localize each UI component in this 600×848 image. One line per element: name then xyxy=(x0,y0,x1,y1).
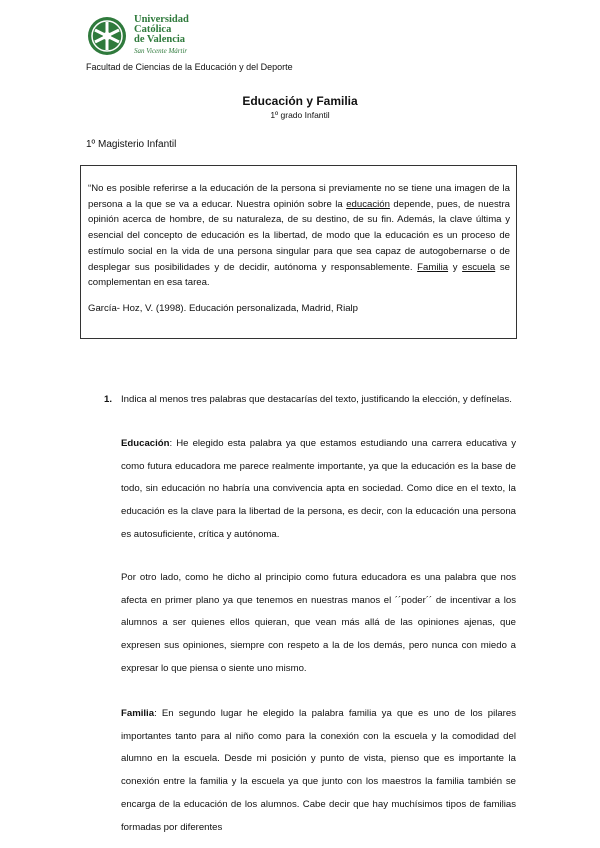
logo-line-2: Católica xyxy=(134,24,172,35)
quote-part-2: depende, pues, de nuestra opinión acerca de hombre, de su naturaleza, de su destino, de su fin. Además, la clave última y esencial del concepto de educación es la libertad, de modo que la educación es un proceso de estímulo social en la vida de una persona singular para que sea capaz de autogobernarse o de desplegar sus posibilidades y de decidir, autónoma y responsablemente. xyxy=(88,198,510,273)
question-text: Indica al menos tres palabras que destacarías del texto, justificando la elección, y defínelas. xyxy=(121,394,512,405)
university-logo xyxy=(84,15,189,56)
answer-educacion-text: : He elegido esta palabra ya que estamos estudiando una carrera educativa y como futura educadora me parece realmente importante, ya que la educación es la base de todo, sin educación no habría una convivencia apta en sociedad. Como dice en el texto, la educación es la clave para la libertad de la persona, es decir, con la educación una persona es autosuficiente, crítica y autónoma. xyxy=(121,438,516,540)
page-subtitle: 1º grado Infantil xyxy=(270,110,330,120)
quote-part-1: “No es posible referirse a la educación de la persona si previamente no se tiene una imagen de la persona a la que se va a educar. Nuestra opinión sobre la xyxy=(88,183,510,210)
quote-word-educacion: educación xyxy=(346,198,390,210)
logo-text xyxy=(134,15,189,56)
answer-familia xyxy=(121,703,516,839)
quote-box xyxy=(80,165,517,339)
question-1 xyxy=(104,389,516,412)
quote-citation: García- Hoz, V. (1998). Educación personalizada, Madrid, Rialp xyxy=(88,302,359,314)
answer-familia-label: Familia xyxy=(121,708,155,719)
faculty-name: Facultad de Ciencias de la Educación y del Deporte xyxy=(86,62,293,72)
course-label: 1º Magisterio Infantil xyxy=(86,139,177,150)
answer-educacion-label: Educación xyxy=(121,438,170,449)
logo-line-3: de Valencia xyxy=(134,34,186,45)
page-title: Educación y Familia xyxy=(242,94,358,108)
logo-line-1: Universidad xyxy=(134,14,189,25)
quote-part-4: se complementan en esa tarea. xyxy=(88,261,510,289)
quote-word-escuela: escuela xyxy=(462,261,496,273)
question-number: 1. xyxy=(104,394,113,405)
answer-educacion-paragraph-2: Por otro lado, como he dicho al principio como futura educadora es una palabra que nos afecta en primer plano ya que tenemos en nuestras manos el ´´poder´´ de incentivar a los alumnos a ser quienes ellos quieran, que vean más allá de las opiniones ajenas, que expresen sus opiniones, siempre con respeto a la de los demás, pero nunca con miedo a expresar lo que piensa o siente uno mismo. xyxy=(121,572,516,674)
quote-word-familia: Familia xyxy=(417,261,449,273)
answer-educacion xyxy=(121,433,516,547)
quote-part-3: y xyxy=(448,261,463,273)
cross-emblem-icon xyxy=(84,16,130,56)
answer-familia-text: : En segundo lugar he elegido la palabra familia ya que es uno de los pilares importantes tanto para al niño como para la conexión con la escuela y la comodidad del alumno en la escuela. Desde mi posición y punto de vista, pienso que es importante la conexión entre la familia y la escuela ya que junto con los maestros la familia también se encarga de la educación de los alumnos. Cabe decir que hay muchísimos tipos de familias formadas por diferentes xyxy=(121,708,516,833)
logo-line-4: San Vicente Mártir xyxy=(134,47,188,55)
quote-text xyxy=(88,181,510,291)
